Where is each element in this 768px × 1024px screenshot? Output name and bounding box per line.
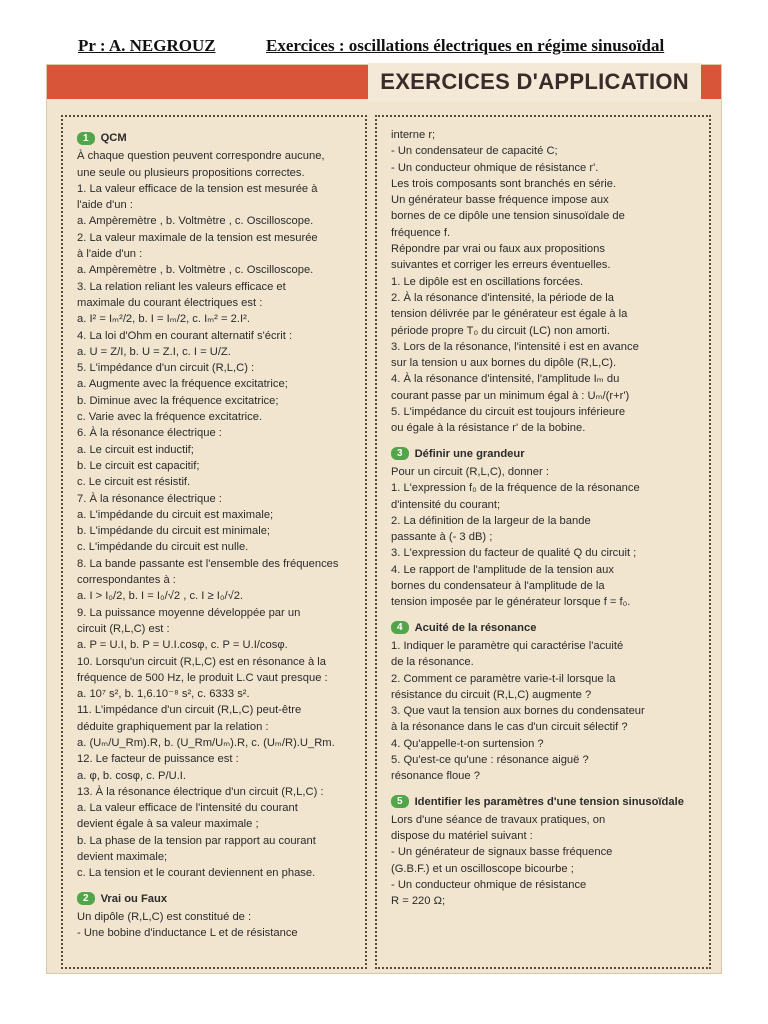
text-line: 5. L'impédance d'un circuit (R,L,C) : — [77, 362, 255, 375]
text-line: c. Le circuit est résistif. — [77, 476, 191, 489]
text-line: c. Varie avec la fréquence excitatrice. — [77, 411, 263, 424]
text-line: a. L'impédande du circuit est maximale; — [77, 508, 274, 521]
section-vrai-faux-title: Vrai ou Faux — [100, 892, 168, 905]
text-line: - Une bobine d'inductance L et de résistance — [77, 927, 298, 940]
text-line: À chaque question peuvent correspondre aucune, — [77, 150, 325, 163]
text-line: a. U = Z/I, b. U = Z.I, c. I = U/Z. — [77, 345, 231, 358]
text-line: correspondantes à : — [77, 574, 176, 587]
text-line: d'intensité du courant; — [391, 498, 501, 511]
section-qcm-number-badge: 1 — [77, 132, 95, 145]
text-line: 6. À la résonance électrique : — [77, 427, 222, 440]
text-line: a. La valeur efficace de l'intensité du courant — [77, 802, 298, 815]
section-identifier-title: Identifier les paramètres d'une tension sinusoïdale — [414, 795, 684, 808]
page-header — [78, 36, 696, 58]
section-definir-number-badge: 3 — [391, 447, 409, 460]
text-line: a. Le circuit est inductif; — [77, 443, 194, 456]
text-line: R = 220 Ω; — [391, 895, 446, 908]
section-acuite-number-badge: 4 — [391, 621, 409, 634]
text-line: a. Ampèremètre , b. Voltmètre , c. Oscilloscope. — [77, 215, 314, 228]
author-name: Pr : A. NEGROUZ — [78, 36, 216, 55]
document-title: Exercices : oscillations électriques en régime sinusoïdal — [266, 36, 665, 55]
exercise-sheet — [46, 64, 722, 974]
text-line: Un dipôle (R,L,C) est constitué de : — [77, 910, 252, 923]
text-line: devient maximale; — [77, 851, 168, 864]
text-line: fréquence de 500 Hz, le produit L.C vaut presque : — [77, 671, 328, 684]
text-line: a. P = U.I, b. P = U.I.cosφ, c. P = U.I/cosφ. — [77, 639, 288, 652]
text-line: bornes du condensateur à l'amplitude de la — [391, 580, 605, 593]
text-line: 12. Le facteur de puissance est : — [77, 753, 239, 766]
text-line: maximale du courant électriques est : — [77, 296, 263, 309]
text-line: une seule ou plusieurs propositions correctes. — [77, 166, 305, 179]
text-line: b. L'impédande du circuit est minimale; — [77, 525, 271, 538]
text-line: à la résonance dans le cas d'un circuit sélectif ? — [391, 721, 628, 734]
text-line: a. Ampèremètre , b. Voltmètre , c. Oscilloscope. — [77, 264, 314, 277]
text-line: 2. La définition de la largeur de la bande — [391, 514, 591, 527]
text-line: a. (Uₘ/U_Rm).R, b. (U_Rm/Uₘ).R, c. (Uₘ/R).U_Rm. — [77, 736, 335, 749]
text-line: 4. Le rapport de l'amplitude de la tension aux — [391, 563, 614, 576]
text-line: b. La phase de la tension par rapport au courant — [77, 834, 316, 847]
text-line: Lors d'une séance de travaux pratiques, on — [391, 813, 606, 826]
right-column — [375, 115, 711, 969]
text-line: 4. Qu'appelle-t-on surtension ? — [391, 737, 544, 750]
text-line: 1. Le dipôle est en oscillations forcées. — [391, 275, 584, 288]
text-line: b. Le circuit est capacitif; — [77, 459, 200, 472]
text-line: circuit (R,L,C) est : — [77, 622, 170, 635]
section-identifier-number-badge: 5 — [391, 795, 409, 808]
text-line: a. φ, b. cosφ, c. P/U.I. — [77, 769, 187, 782]
text-line: c. L'impédande du circuit est nulle. — [77, 541, 249, 554]
text-line: 3. La relation reliant les valeurs efficace et — [77, 280, 286, 293]
text-line: c. La tension et le courant deviennent en phase. — [77, 867, 316, 880]
text-line: période propre T₀ du circuit (LC) non amorti. — [391, 324, 610, 337]
text-line: l'aide d'un : — [77, 199, 133, 212]
text-line: 3. Lors de la résonance, l'intensité i est en avance — [391, 340, 639, 353]
text-line: 13. À la résonance électrique d'un circuit (R,L,C) : — [77, 785, 324, 798]
section-vrai-faux-number-badge: 2 — [77, 892, 95, 905]
text-line: tension imposée par le générateur lorsque f = f₀. — [391, 596, 631, 609]
text-line: 10. Lorsqu'un circuit (R,L,C) est en résonance à la — [77, 655, 327, 668]
section-acuite-heading — [391, 620, 701, 636]
text-line: - Un générateur de signaux basse fréquence — [391, 846, 613, 859]
text-line: Pour un circuit (R,L,C), donner : — [391, 465, 549, 478]
text-line: 2. Comment ce paramètre varie-t-il lorsque la — [391, 672, 616, 685]
text-line: - Un conducteur ohmique de résistance r'. — [391, 161, 599, 174]
text-line: 5. Qu'est-ce qu'une : résonance aiguë ? — [391, 753, 589, 766]
text-line: 9. La puissance moyenne développée par un — [77, 606, 301, 619]
banner — [47, 65, 721, 99]
text-line: fréquence f. — [391, 226, 451, 239]
text-line: devient égale à sa valeur maximale ; — [77, 818, 259, 831]
section-definir-heading — [391, 446, 701, 462]
left-column — [61, 115, 367, 969]
text-line: sur la tension u aux bornes du dipôle (R,L,C). — [391, 357, 617, 370]
text-line: 7. À la résonance électrique : — [77, 492, 222, 505]
text-line: 5. L'impédance du circuit est toujours inférieure — [391, 406, 626, 419]
text-line: 1. L'expression f₀ de la fréquence de la résonance — [391, 482, 640, 495]
section-identifier-heading — [391, 794, 701, 810]
text-line: dispose du matériel suivant : — [391, 830, 533, 843]
text-line: résistance du circuit (R,L,C) augmente ? — [391, 688, 592, 701]
text-line: 2. À la résonance d'intensité, la période de la — [391, 291, 614, 304]
text-line: 8. La bande passante est l'ensemble des fréquences — [77, 557, 339, 570]
text-line: a. I² = Iₘ²/2, b. I = Iₘ/2, c. Iₘ² = 2.I². — [77, 313, 250, 326]
text-line: à l'aide d'un : — [77, 248, 143, 261]
banner-box — [368, 63, 701, 101]
text-line: passante à (- 3 dB) ; — [391, 531, 493, 544]
text-line: de la résonance. — [391, 656, 474, 669]
text-line: 2. La valeur maximale de la tension est mesurée — [77, 231, 318, 244]
text-line: 4. La loi d'Ohm en courant alternatif s'écrit : — [77, 329, 293, 342]
text-line: ou égale à la résistance r' de la bobine. — [391, 422, 586, 435]
text-line: 3. Que vaut la tension aux bornes du condensateur — [391, 705, 645, 718]
text-line: (G.B.F.) et un oscilloscope bicourbe ; — [391, 862, 574, 875]
section-vrai-faux-heading — [77, 891, 357, 907]
section-acuite-title: Acuité de la résonance — [414, 621, 537, 634]
text-line: 1. La valeur efficace de la tension est mesurée à — [77, 182, 318, 195]
text-line: a. 10⁷ s², b. 1,6.10⁻⁸ s², c. 6333 s². — [77, 688, 250, 701]
text-line: 3. L'expression du facteur de qualité Q du circuit ; — [391, 547, 637, 560]
text-line: déduite graphiquement par la relation : — [77, 720, 269, 733]
section-definir-title: Définir une grandeur — [414, 447, 525, 460]
text-line: Les trois composants sont branchés en série. — [391, 177, 617, 190]
section-qcm-heading — [77, 130, 357, 146]
text-line: - Un condensateur de capacité C; — [391, 145, 558, 158]
text-line: b. Diminue avec la fréquence excitatrice; — [77, 394, 279, 407]
text-line: interne r; — [391, 129, 436, 141]
text-line: suivantes et corriger les erreurs éventuelles. — [391, 259, 611, 272]
text-line: tension délivrée par le générateur est égale à la — [391, 308, 628, 321]
text-line: courant passe par un minimum égal à : Uₘ/(r+r') — [391, 389, 630, 402]
text-line: a. I > I₀/2, b. I = I₀/√2 , c. I ≥ I₀/√2. — [77, 590, 244, 603]
section-qcm-title: QCM — [100, 132, 127, 144]
text-line: bornes de ce dipôle une tension sinusoïdale de — [391, 210, 625, 223]
text-line: - Un conducteur ohmique de résistance — [391, 879, 587, 892]
text-line: 1. Indiquer le paramètre qui caractérise l'acuité — [391, 639, 624, 652]
text-line: Répondre par vrai ou faux aux propositions — [391, 243, 605, 256]
text-line: résonance floue ? — [391, 770, 480, 783]
text-line: Un générateur basse fréquence impose aux — [391, 194, 609, 207]
banner-title: EXERCICES D'APPLICATION — [380, 69, 689, 94]
text-line: 4. À la résonance d'intensité, l'amplitude Iₘ du — [391, 373, 620, 386]
text-line: 11. L'impédance d'un circuit (R,L,C) peut-être — [77, 704, 302, 717]
text-line: a. Augmente avec la fréquence excitatrice; — [77, 378, 288, 391]
